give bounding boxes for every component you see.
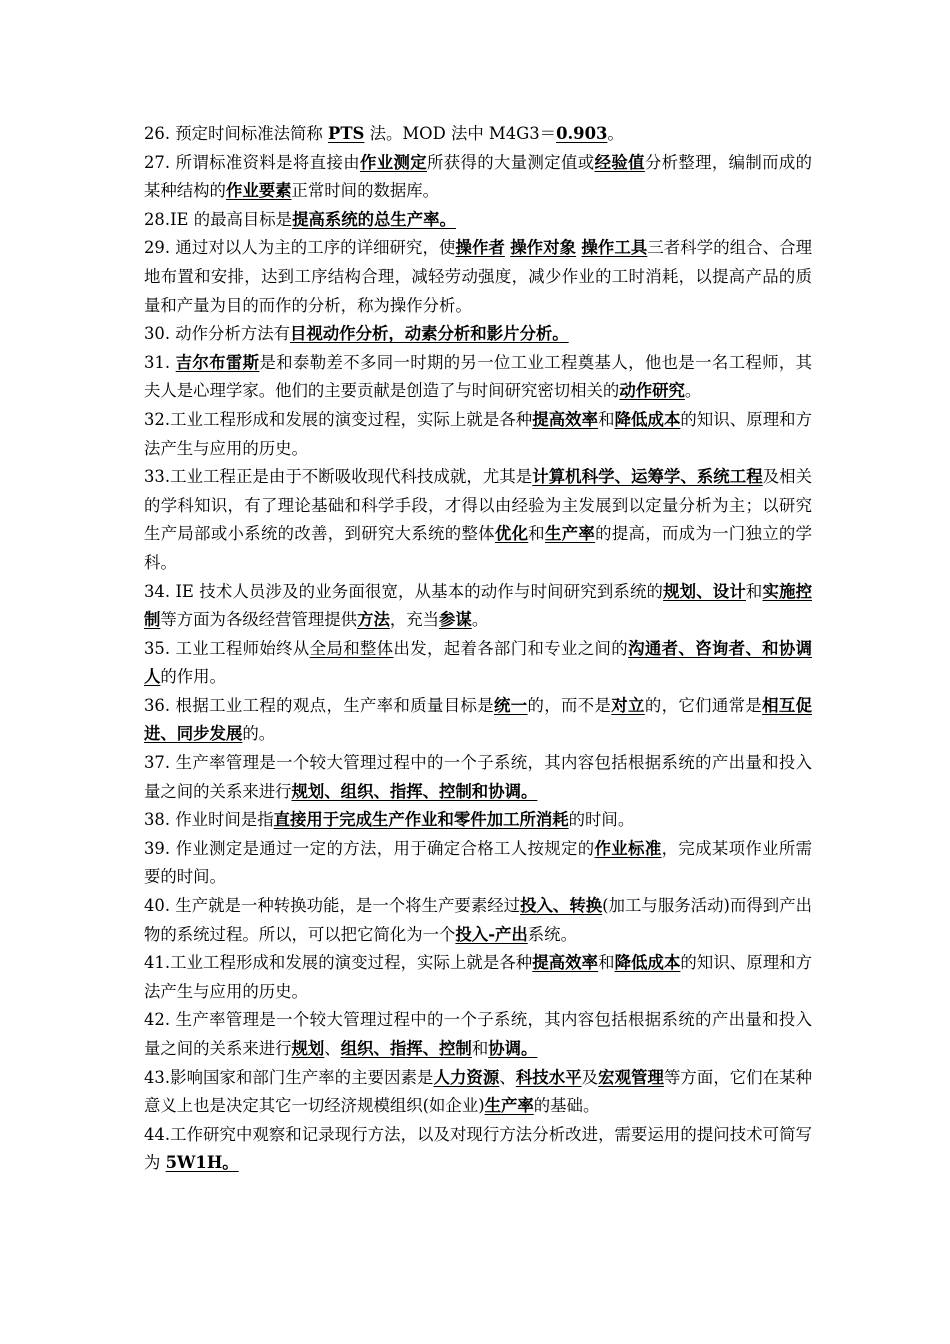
- question-text: 的提高，而成为一门独立的学科。: [144, 524, 813, 572]
- question-text: 和: [471, 1039, 489, 1058]
- question-text: 30. 动作分析方法有: [144, 324, 291, 344]
- answer-text: 作业测定: [359, 152, 427, 172]
- question-item: [144, 349, 812, 406]
- answer-text: 参谋: [439, 610, 472, 630]
- question-text: 的基础。: [533, 1096, 600, 1116]
- question-text: 26. 预定时间标准法简称: [144, 124, 329, 143]
- question-text: ，充当: [389, 610, 440, 630]
- answer-text: 降低成本: [614, 409, 681, 429]
- question-text: 41.工业工程形成和发展的演变过程，实际上就是各种: [144, 953, 533, 973]
- answer-text: 吉尔布雷斯: [175, 352, 260, 372]
- question-text: 和: [528, 524, 546, 544]
- question-text: 39. 作业测定是通过一定的方法，用于确定合格工人按规定的: [144, 838, 595, 858]
- answer-text: 宏观管理: [598, 1067, 664, 1087]
- question-text: 、: [499, 1067, 516, 1087]
- question-item: [144, 692, 812, 749]
- question-item: [144, 635, 812, 692]
- answer-text: 规划、设计: [663, 581, 746, 601]
- question-text: 35. 工业工程师始终从: [144, 638, 310, 658]
- question-item: [144, 749, 812, 806]
- question-text: 的，而不是: [527, 695, 612, 715]
- answer-text: 操作对象: [510, 238, 577, 258]
- answer-text: 相互促进、同步发展: [144, 695, 813, 744]
- answer-text: 实施控制: [144, 581, 813, 630]
- question-item: [144, 406, 812, 463]
- answer-text: 全局和整体: [309, 638, 394, 658]
- question-text: 等方面为各级经营管理提供: [160, 610, 358, 630]
- question-text: ，完成某项作业所需要的时间。: [144, 838, 813, 887]
- question-text: 三者科学的组合、合理地布置和安排，达到工序结构合理，减轻劳动强度，减少作业的工时消耗，以提高产品的质量和产量为目的而作的分析，称为操作分析。: [144, 238, 812, 315]
- question-item: [144, 1121, 812, 1178]
- answer-text: 作业要素: [225, 181, 292, 201]
- answer-text: 科技水平: [515, 1067, 582, 1087]
- answer-text: 经验值: [594, 152, 645, 172]
- question-text: 的知识、原理和方法产生与应用的历史。: [144, 953, 813, 1001]
- answer-text: 提高系统的总生产率。: [292, 209, 456, 229]
- question-text: 40. 生产就是一种转换功能，是一个将生产要素经过: [144, 896, 521, 916]
- answer-text: 目视动作分析，动素分析和影片分析。: [290, 324, 569, 344]
- answer-text: 计算机科学、运筹学、系统工程: [532, 467, 763, 487]
- question-item: [144, 949, 812, 1006]
- question-text: 34. IE 技术人员涉及的业务面很宽，从基本的动作与时间研究到系统的: [144, 581, 664, 601]
- question-text: 。: [684, 381, 702, 401]
- question-text: 和: [745, 581, 763, 601]
- question-text: 的时间。: [568, 810, 635, 830]
- answer-text: 动作研究: [619, 381, 685, 401]
- question-text: 正常时间的数据库。: [291, 181, 440, 201]
- answer-text: 投入-产出: [455, 924, 528, 944]
- question-text: 32.工业工程形成和发展的演变过程，实际上就是各种: [144, 409, 533, 429]
- question-text: 44.工作研究中观察和记录现行方法，以及对现行方法分析改进，需要运用的提问技术可简写为: [144, 1124, 812, 1173]
- question-text: 28.IE 的最高目标是: [144, 209, 293, 229]
- question-text: 及: [581, 1067, 599, 1087]
- question-text: 和: [598, 409, 615, 429]
- question-item: [144, 463, 812, 577]
- question-text: 法。MOD 法中 M4G3＝: [364, 124, 557, 143]
- document-page: [144, 120, 812, 1178]
- answer-text: 组织、指挥、控制: [340, 1039, 472, 1058]
- question-item: [144, 892, 812, 949]
- question-item: [144, 835, 812, 892]
- answer-text: 降低成本: [614, 953, 681, 973]
- question-item: [144, 320, 812, 349]
- question-text: 27. 所谓标准资料是将直接由: [144, 152, 360, 172]
- answer-text: 优化: [494, 524, 529, 544]
- question-text: 的。: [242, 724, 276, 744]
- answer-text: 提高效率: [532, 953, 599, 973]
- question-text: 的作用。: [160, 667, 226, 687]
- answer-text: 生产率: [484, 1096, 534, 1116]
- question-text: 42. 生产率管理是一个较大管理过程中的一个子系统，其内容包括根据系统的产出量和投入量之间的关系来进行: [144, 1010, 812, 1058]
- question-text: 是和泰勒差不多同一时期的另一位工业工程奠基人，他也是一名工程师，其夫人是心理学家。他们的主要贡献是创造了与时间研究密切相关的: [144, 352, 813, 401]
- question-text: 的，它们通常是: [644, 695, 763, 715]
- question-text: 33.工业工程正是由于不断吸收现代科技成就，尤其是: [144, 467, 533, 487]
- answer-text: 规划、组织、指挥、控制和协调。: [291, 781, 538, 801]
- question-item: [144, 149, 812, 206]
- answer-text: 作业标准: [594, 838, 662, 858]
- question-item: [144, 1064, 812, 1121]
- answer-text: 提高效率: [532, 409, 599, 429]
- question-text: 29. 通过对以人为主的工序的详细研究，使: [144, 238, 456, 258]
- answer-text: 统一: [494, 695, 528, 715]
- answer-text: 人力资源: [433, 1067, 500, 1087]
- question-item: [144, 1006, 812, 1063]
- question-text: 37. 生产率管理是一个较大管理过程中的一个子系统，其内容包括根据系统的产出量和投入量之间的关系来进行: [144, 753, 812, 801]
- answer-text: PTS: [328, 124, 365, 143]
- answer-text: 0.903: [556, 124, 608, 143]
- question-text: 。: [471, 610, 489, 630]
- answer-text: 规划: [291, 1039, 325, 1058]
- question-item: [144, 234, 812, 320]
- answer-text: 协调。: [488, 1039, 538, 1058]
- question-text: 分析整理，编制而成的某种结构的: [144, 152, 813, 201]
- question-item: [144, 806, 812, 835]
- question-text: 所获得的大量测定值或: [427, 152, 595, 172]
- question-text: 43.影响国家和部门生产率的主要因素是: [144, 1067, 434, 1087]
- question-text: 系统。: [527, 924, 577, 944]
- question-text: 31.: [144, 352, 176, 372]
- question-text: 38. 作业时间是指: [144, 810, 274, 830]
- question-text: 的知识、原理和方法产生与应用的历史。: [144, 409, 813, 458]
- question-text: 、: [324, 1039, 341, 1058]
- answer-text: 操作工具: [581, 238, 648, 258]
- question-text: 36. 根据工业工程的观点，生产率和质量目标是: [144, 695, 494, 715]
- answer-text: 投入、转换: [520, 896, 603, 916]
- answer-text: 对立: [611, 695, 645, 715]
- question-text: (加工与服务活动)而得到产出物的系统过程。所以，可以把它简化为一个: [144, 896, 812, 944]
- answer-text: 沟通者、咨询者、和协调人: [144, 638, 813, 687]
- answer-text: 直接用于完成生产作业和零件加工所消耗: [273, 810, 569, 830]
- question-item: [144, 578, 812, 635]
- question-text: 等方面，它们在某种意义上也是决定其它一切经济规模组织(如企业): [144, 1067, 813, 1116]
- question-text: 。: [607, 124, 624, 143]
- answer-text: 方法: [357, 610, 390, 630]
- answer-text: 操作者: [455, 238, 505, 258]
- answer-text: 5W1H。: [165, 1153, 239, 1173]
- question-item: [144, 120, 812, 149]
- question-text: 出发，起着各部门和专业之间的: [393, 638, 629, 658]
- question-text: 和: [598, 953, 615, 973]
- question-item: [144, 206, 812, 235]
- question-text: 及相关的学科知识，有了理论基础和科学手段，才得以由经验为主发展到以定量分析为主；以研究生产局部或小系统的改善，到研究大系统的整体: [144, 467, 812, 544]
- answer-text: 生产率: [545, 524, 596, 544]
